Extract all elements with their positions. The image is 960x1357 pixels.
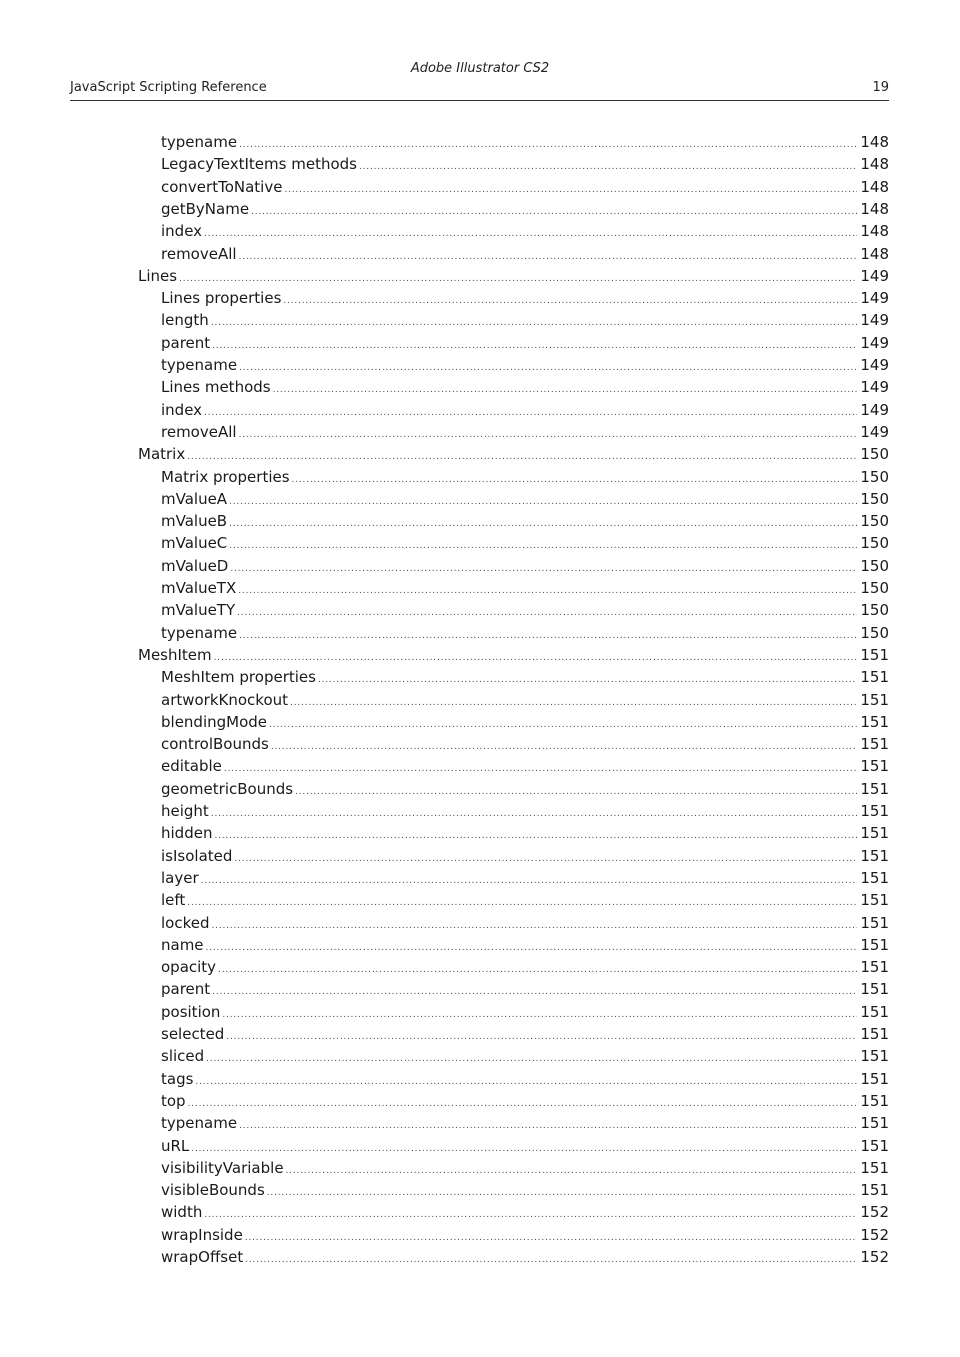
toc-subentry[interactable]	[161, 1246, 889, 1268]
toc-entry-page-number: 151	[860, 690, 889, 709]
toc-subentry[interactable]	[161, 510, 889, 532]
toc-entry-page-number: 151	[860, 1136, 889, 1155]
toc-entry-label: editable	[161, 757, 222, 776]
toc-subentry[interactable]	[161, 622, 889, 644]
toc-entry-page-number: 151	[860, 668, 889, 687]
toc-entry-page-number: 151	[860, 645, 889, 664]
toc-entry-page-number: 151	[860, 712, 889, 731]
toc-entry-label: convertToNative	[161, 177, 283, 196]
toc-entry-label: blendingMode	[161, 712, 268, 731]
toc-subentry[interactable]	[161, 153, 889, 175]
toc-entry-page-number: 151	[860, 757, 889, 776]
toc-subentry[interactable]	[161, 220, 889, 242]
toc-entry-label: mValueTY	[161, 601, 236, 620]
toc-subentry[interactable]	[161, 978, 889, 1000]
toc-entry-page-number: 151	[860, 1091, 889, 1110]
toc-entry-page-number: 151	[860, 735, 889, 754]
toc-subentry[interactable]	[161, 131, 889, 153]
toc-entry-label: typename	[161, 623, 238, 642]
toc-subentry[interactable]	[161, 1045, 889, 1067]
toc-entry-label: left	[161, 891, 186, 910]
toc-entry-page-number: 148	[860, 133, 889, 151]
toc-subentry[interactable]	[161, 934, 889, 956]
toc-subentry[interactable]	[161, 800, 889, 822]
toc-entry-label: top	[161, 1091, 186, 1110]
toc-entry-label: parent	[161, 333, 211, 352]
toc-entry-label: mValueD	[161, 556, 229, 575]
toc-entry-label: typename	[161, 133, 238, 151]
toc-subentry[interactable]	[161, 666, 889, 688]
toc-subentry[interactable]	[161, 599, 889, 621]
toc-entry-label: index	[161, 222, 203, 241]
toc-entry-label: position	[161, 1002, 221, 1021]
toc-entry-page-number: 149	[860, 289, 889, 308]
toc-entry-page-number: 151	[860, 1158, 889, 1177]
toc-entry-label: isIsolated	[161, 846, 233, 865]
toc-entry-page-number: 148	[860, 155, 889, 174]
toc-subentry[interactable]	[161, 845, 889, 867]
toc-entry-label: selected	[161, 1025, 225, 1043]
toc-subentry[interactable]	[161, 466, 889, 488]
toc-entry-label: name	[161, 935, 204, 954]
toc-subentry[interactable]	[161, 332, 889, 354]
toc-subentry[interactable]	[161, 354, 889, 376]
toc-entry-page-number: 151	[860, 779, 889, 798]
toc-entry-label: artworkKnockout	[161, 690, 289, 709]
toc-entry-label: MeshItem	[138, 645, 212, 664]
toc-entry-label: mValueB	[161, 512, 228, 531]
toc-entry-page-number: 151	[860, 1025, 889, 1043]
toc-subentry[interactable]	[161, 1023, 889, 1045]
toc-subentry[interactable]	[161, 733, 889, 755]
toc-subentry[interactable]	[161, 1135, 889, 1157]
toc-entry-label: MeshItem properties	[161, 668, 316, 687]
toc-entry-page-number: 149	[860, 311, 889, 330]
toc-subentry[interactable]	[161, 822, 889, 844]
toc-entry-page-number: 151	[860, 1002, 889, 1021]
toc-entry-label: visibleBounds	[161, 1181, 265, 1200]
toc-entry-page-number: 150	[860, 489, 889, 508]
toc-entry-label: removeAll	[161, 244, 237, 263]
toc-subentry[interactable]	[161, 287, 889, 309]
toc-entry-page-number: 150	[860, 556, 889, 575]
toc-entry-label: Lines	[138, 266, 178, 285]
toc-entry-label: mValueC	[161, 534, 228, 553]
toc-entry-page-number: 149	[860, 378, 889, 397]
toc-entry-page-number: 150	[860, 445, 889, 464]
toc-entry-page-number: 148	[860, 222, 889, 241]
toc-entry-page-number: 152	[860, 1225, 889, 1244]
toc-entry-page-number: 151	[860, 891, 889, 910]
document-section-title: JavaScript Scripting Reference	[70, 80, 267, 95]
toc-entry-label: index	[161, 400, 203, 419]
toc-entry-label: sliced	[161, 1047, 205, 1066]
toc-section-entry[interactable]	[138, 644, 889, 666]
toc-subentry[interactable]	[161, 532, 889, 554]
toc-entry-page-number: 151	[860, 913, 889, 932]
toc-subentry[interactable]	[161, 1157, 889, 1179]
toc-entry-label: Lines methods	[161, 378, 271, 397]
toc-subentry[interactable]	[161, 755, 889, 777]
toc-subentry[interactable]	[161, 309, 889, 331]
toc-subentry[interactable]	[161, 555, 889, 577]
toc-subentry[interactable]	[161, 399, 889, 421]
toc-entry-label: mValueA	[161, 489, 228, 508]
toc-entry-label: opacity	[161, 958, 217, 977]
toc-entry-page-number: 149	[860, 266, 889, 285]
toc-subentry[interactable]	[161, 867, 889, 889]
toc-subentry[interactable]	[161, 577, 889, 599]
toc-entry-page-number: 148	[860, 244, 889, 263]
toc-subentry[interactable]	[161, 488, 889, 510]
toc-subentry[interactable]	[161, 1179, 889, 1201]
toc-entry-page-number: 151	[860, 1069, 889, 1088]
dot-leader	[245, 1249, 857, 1271]
toc-entry-page-number: 151	[860, 935, 889, 954]
toc-entry-page-number: 148	[860, 199, 889, 218]
toc-entry-label: typename	[161, 356, 238, 374]
toc-entry-page-number: 149	[860, 422, 889, 441]
toc-entry-label: height	[161, 802, 209, 820]
toc-entry-page-number: 151	[860, 846, 889, 865]
toc-entry-page-number: 151	[860, 980, 889, 999]
toc-entry-page-number: 151	[860, 1114, 889, 1133]
toc-subentry[interactable]	[161, 956, 889, 978]
toc-entry-page-number: 152	[860, 1203, 889, 1222]
toc-entry-page-number: 149	[860, 400, 889, 419]
toc-entry-label: geometricBounds	[161, 779, 294, 798]
toc-entry-label: length	[161, 311, 209, 330]
header-divider	[70, 100, 889, 101]
toc-entry-page-number: 151	[860, 1181, 889, 1200]
toc-subentry[interactable]	[161, 421, 889, 443]
toc-entry-page-number: 150	[860, 534, 889, 553]
toc-entry-page-number: 148	[860, 177, 889, 196]
toc-entry-label: mValueTX	[161, 579, 237, 597]
toc-subentry[interactable]	[161, 243, 889, 265]
toc-entry-label: wrapInside	[161, 1225, 243, 1244]
toc-entry-page-number: 151	[860, 824, 889, 843]
toc-entry-page-number: 149	[860, 333, 889, 352]
toc-subentry[interactable]	[161, 376, 889, 398]
toc-subentry[interactable]	[161, 711, 889, 733]
toc-section-entry[interactable]	[138, 265, 889, 287]
toc-entry-label: uRL	[161, 1136, 190, 1155]
toc-entry-page-number: 150	[860, 467, 889, 486]
toc-entry-label: wrapOffset	[161, 1248, 244, 1266]
toc-entry-page-number: 151	[860, 958, 889, 977]
toc-subentry[interactable]	[161, 689, 889, 711]
toc-subentry[interactable]	[161, 198, 889, 220]
page-number: 19	[872, 80, 889, 95]
toc-entry-label: LegacyTextItems methods	[161, 155, 357, 174]
toc-entry-page-number: 151	[860, 802, 889, 820]
toc-entry-label: tags	[161, 1069, 194, 1088]
toc-entry-label: removeAll	[161, 422, 237, 441]
toc-entry-page-number: 150	[860, 512, 889, 531]
toc-subentry[interactable]	[161, 778, 889, 800]
toc-entry-label: parent	[161, 980, 211, 999]
toc-subentry[interactable]	[161, 1001, 889, 1023]
toc-entry-page-number: 151	[860, 1047, 889, 1066]
toc-entry-label: getByName	[161, 199, 250, 218]
toc-entry-label: locked	[161, 913, 210, 932]
toc-subentry[interactable]	[161, 176, 889, 198]
toc-subentry[interactable]	[161, 912, 889, 934]
toc-subentry[interactable]	[161, 1090, 889, 1112]
toc-entry-label: width	[161, 1203, 203, 1222]
toc-entry-page-number: 150	[860, 579, 889, 597]
toc-entry-label: layer	[161, 868, 199, 887]
toc-subentry[interactable]	[161, 1068, 889, 1090]
toc-subentry[interactable]	[161, 1112, 889, 1134]
toc-entry-page-number: 150	[860, 623, 889, 642]
document-product-title: Adobe Illustrator CS2	[410, 61, 550, 76]
toc-entry-label: typename	[161, 1114, 238, 1133]
toc-entry-page-number: 151	[860, 868, 889, 887]
toc-section-entry[interactable]	[138, 443, 889, 465]
toc-subentry[interactable]	[161, 889, 889, 911]
toc-entry-page-number: 152	[860, 1248, 889, 1266]
toc-entry-page-number: 150	[860, 601, 889, 620]
toc-subentry[interactable]	[161, 1201, 889, 1223]
toc-subentry[interactable]	[161, 1224, 889, 1246]
toc-entry-page-number: 149	[860, 356, 889, 374]
toc-entry-label: Matrix properties	[161, 467, 290, 486]
toc-entry-label: Matrix	[138, 445, 186, 464]
toc-entry-label: visibilityVariable	[161, 1158, 284, 1177]
toc-entry-label: controlBounds	[161, 735, 269, 754]
toc-entry-label: Lines properties	[161, 289, 282, 308]
toc-entry-label: hidden	[161, 824, 213, 843]
